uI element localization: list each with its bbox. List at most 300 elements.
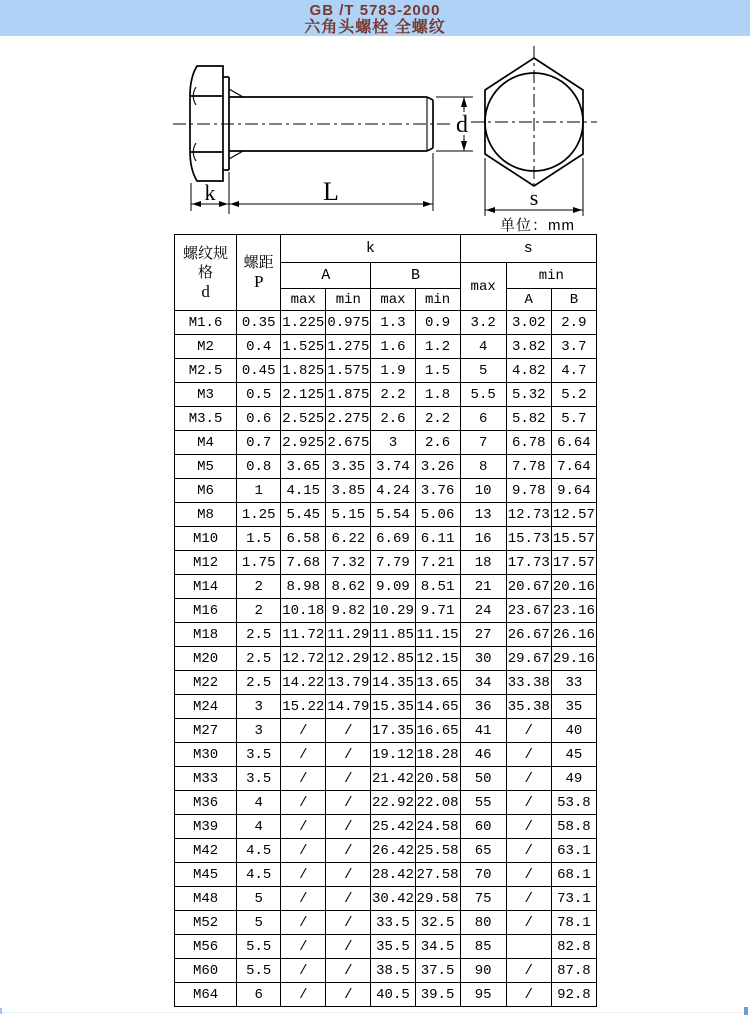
table-row xyxy=(175,887,597,911)
value-cell: 22.08 xyxy=(415,791,460,815)
thread-spec-cell: M52 xyxy=(175,911,237,935)
value-cell: / xyxy=(326,767,371,791)
value-cell: / xyxy=(326,815,371,839)
value-cell: / xyxy=(281,935,326,959)
value-cell: 11.15 xyxy=(415,623,460,647)
value-cell: 3.85 xyxy=(326,479,371,503)
value-cell: 4 xyxy=(237,815,281,839)
value-cell: / xyxy=(281,815,326,839)
value-cell: 29.16 xyxy=(551,647,596,671)
value-cell: / xyxy=(506,839,551,863)
value-cell: 1.75 xyxy=(237,551,281,575)
thread-spec-cell: M10 xyxy=(175,527,237,551)
dim-label-k: k xyxy=(204,180,216,205)
value-cell: 13.65 xyxy=(415,671,460,695)
value-cell: 3.2 xyxy=(460,311,506,335)
thread-spec-cell: M6 xyxy=(175,479,237,503)
scroll-corner-mark xyxy=(744,1007,748,1015)
header-pitch xyxy=(237,235,281,311)
value-cell: 1.2 xyxy=(415,335,460,359)
value-cell: 1.5 xyxy=(415,359,460,383)
value-cell: 17.35 xyxy=(371,719,415,743)
standard-number: GB /T 5783-2000 xyxy=(309,2,441,19)
value-cell: 1.3 xyxy=(371,311,415,335)
value-cell: 5 xyxy=(237,911,281,935)
header-spec-text: 螺纹规 xyxy=(183,244,229,262)
value-cell: 7.21 xyxy=(415,551,460,575)
thread-spec-cell: M16 xyxy=(175,599,237,623)
thread-spec-cell: M2.5 xyxy=(175,359,237,383)
thread-spec-cell: M24 xyxy=(175,695,237,719)
value-cell: 19.12 xyxy=(371,743,415,767)
value-cell: / xyxy=(281,719,326,743)
value-cell: / xyxy=(281,839,326,863)
value-cell: 35 xyxy=(551,695,596,719)
value-cell: 82.8 xyxy=(551,935,596,959)
table-row xyxy=(175,431,597,455)
table-row xyxy=(175,335,597,359)
table-row xyxy=(175,815,597,839)
value-cell: 9.82 xyxy=(326,599,371,623)
value-cell: 10.18 xyxy=(281,599,326,623)
value-cell: 7.79 xyxy=(371,551,415,575)
value-cell: 6 xyxy=(237,983,281,1007)
value-cell: 15.22 xyxy=(281,695,326,719)
value-cell: 5.82 xyxy=(506,407,551,431)
value-cell: 0.7 xyxy=(237,431,281,455)
value-cell: 6.22 xyxy=(326,527,371,551)
value-cell: 49 xyxy=(551,767,596,791)
dim-label-d: d xyxy=(456,112,468,138)
value-cell: 0.9 xyxy=(415,311,460,335)
value-cell: 73.1 xyxy=(551,887,596,911)
value-cell: 29.58 xyxy=(415,887,460,911)
value-cell: 3.7 xyxy=(551,335,596,359)
value-cell: 30 xyxy=(460,647,506,671)
value-cell: 27.58 xyxy=(415,863,460,887)
header-ka-min: min xyxy=(326,289,371,311)
value-cell: 0.6 xyxy=(237,407,281,431)
value-cell: 87.8 xyxy=(551,959,596,983)
thread-spec-cell: M27 xyxy=(175,719,237,743)
value-cell: / xyxy=(506,959,551,983)
value-cell: 26.67 xyxy=(506,623,551,647)
value-cell: / xyxy=(281,767,326,791)
value-cell: 14.65 xyxy=(415,695,460,719)
value-cell: 33 xyxy=(551,671,596,695)
value-cell: 2.9 xyxy=(551,311,596,335)
value-cell: / xyxy=(326,863,371,887)
value-cell: 2.6 xyxy=(371,407,415,431)
thread-spec-cell: M18 xyxy=(175,623,237,647)
value-cell: 1.5 xyxy=(237,527,281,551)
value-cell: 2.2 xyxy=(415,407,460,431)
value-cell: / xyxy=(506,815,551,839)
value-cell: 8.51 xyxy=(415,575,460,599)
table-row xyxy=(175,743,597,767)
header-spec-text2: 格 xyxy=(198,263,214,281)
value-cell: 18.28 xyxy=(415,743,460,767)
value-cell: 0.45 xyxy=(237,359,281,383)
table-row xyxy=(175,407,597,431)
value-cell: 12.73 xyxy=(506,503,551,527)
value-cell: 28.42 xyxy=(371,863,415,887)
value-cell: 2.925 xyxy=(281,431,326,455)
table-row xyxy=(175,791,597,815)
table-row xyxy=(175,359,597,383)
value-cell: / xyxy=(326,935,371,959)
value-cell: 26.16 xyxy=(551,623,596,647)
value-cell: 5.2 xyxy=(551,383,596,407)
value-cell: 3.65 xyxy=(281,455,326,479)
value-cell: 78.1 xyxy=(551,911,596,935)
value-cell: 3 xyxy=(237,695,281,719)
value-cell: 5.5 xyxy=(237,935,281,959)
value-cell: 1.875 xyxy=(326,383,371,407)
value-cell: / xyxy=(506,863,551,887)
value-cell: / xyxy=(281,863,326,887)
value-cell: / xyxy=(506,719,551,743)
value-cell: 4.15 xyxy=(281,479,326,503)
value-cell: 3.82 xyxy=(506,335,551,359)
value-cell: 0.35 xyxy=(237,311,281,335)
value-cell: 12.15 xyxy=(415,647,460,671)
value-cell: / xyxy=(281,791,326,815)
value-cell: 7.68 xyxy=(281,551,326,575)
unit-label: 单位：mm xyxy=(500,217,575,234)
value-cell: 6 xyxy=(460,407,506,431)
thread-spec-cell: M20 xyxy=(175,647,237,671)
value-cell: 14.79 xyxy=(326,695,371,719)
value-cell: 41 xyxy=(460,719,506,743)
header-pitch-text: 螺距 xyxy=(243,254,274,271)
value-cell: 33.5 xyxy=(371,911,415,935)
header-s-min: min xyxy=(506,263,596,289)
value-cell: 11.29 xyxy=(326,623,371,647)
thread-spec-cell: M8 xyxy=(175,503,237,527)
value-cell: 50 xyxy=(460,767,506,791)
value-cell: 95 xyxy=(460,983,506,1007)
value-cell: 25.42 xyxy=(371,815,415,839)
table-row xyxy=(175,503,597,527)
title-band xyxy=(0,0,750,36)
value-cell: 58.8 xyxy=(551,815,596,839)
value-cell: 7 xyxy=(460,431,506,455)
value-cell: 27 xyxy=(460,623,506,647)
value-cell: 3.35 xyxy=(326,455,371,479)
thread-spec-cell: M12 xyxy=(175,551,237,575)
value-cell: 55 xyxy=(460,791,506,815)
value-cell: 34 xyxy=(460,671,506,695)
header-k-b: B xyxy=(371,263,460,289)
dimension-table xyxy=(174,234,597,1007)
thread-spec-cell: M4 xyxy=(175,431,237,455)
value-cell: 5 xyxy=(460,359,506,383)
value-cell: 15.57 xyxy=(551,527,596,551)
table-row xyxy=(175,839,597,863)
value-cell: 4 xyxy=(460,335,506,359)
value-cell: / xyxy=(281,983,326,1007)
value-cell: 1.525 xyxy=(281,335,326,359)
dim-label-s: s xyxy=(529,185,539,210)
header-k: k xyxy=(281,235,460,263)
header-pitch-p: P xyxy=(253,272,264,291)
value-cell: 18 xyxy=(460,551,506,575)
value-cell: 38.5 xyxy=(371,959,415,983)
value-cell: 6.58 xyxy=(281,527,326,551)
value-cell: / xyxy=(326,983,371,1007)
value-cell: 9.71 xyxy=(415,599,460,623)
table-row xyxy=(175,647,597,671)
value-cell: 17.57 xyxy=(551,551,596,575)
value-cell: 1 xyxy=(237,479,281,503)
value-cell: 1.275 xyxy=(326,335,371,359)
value-cell: / xyxy=(506,911,551,935)
value-cell: 14.22 xyxy=(281,671,326,695)
thread-spec-cell: M22 xyxy=(175,671,237,695)
table-row xyxy=(175,695,597,719)
value-cell: 37.5 xyxy=(415,959,460,983)
value-cell: 2.525 xyxy=(281,407,326,431)
value-cell: 65 xyxy=(460,839,506,863)
thread-spec-cell: M60 xyxy=(175,959,237,983)
value-cell: 5.5 xyxy=(237,959,281,983)
value-cell: 9.64 xyxy=(551,479,596,503)
dim-label-L: L xyxy=(323,177,339,206)
value-cell: 2.5 xyxy=(237,647,281,671)
value-cell: 45 xyxy=(551,743,596,767)
value-cell: 20.67 xyxy=(506,575,551,599)
header-spec-d: d xyxy=(201,281,210,301)
value-cell: 9.78 xyxy=(506,479,551,503)
value-cell: 12.72 xyxy=(281,647,326,671)
value-cell: 13 xyxy=(460,503,506,527)
thread-spec-cell: M36 xyxy=(175,791,237,815)
value-cell: 2.125 xyxy=(281,383,326,407)
value-cell: 0.8 xyxy=(237,455,281,479)
value-cell: 26.42 xyxy=(371,839,415,863)
table-row xyxy=(175,863,597,887)
thread-spec-cell: M56 xyxy=(175,935,237,959)
value-cell: / xyxy=(326,743,371,767)
table-row xyxy=(175,575,597,599)
value-cell: 4.82 xyxy=(506,359,551,383)
value-cell: 3.02 xyxy=(506,311,551,335)
value-cell: 2.275 xyxy=(326,407,371,431)
thread-spec-cell: M3.5 xyxy=(175,407,237,431)
value-cell: 12.29 xyxy=(326,647,371,671)
value-cell: 7.78 xyxy=(506,455,551,479)
value-cell: 5.54 xyxy=(371,503,415,527)
value-cell: 17.73 xyxy=(506,551,551,575)
value-cell: / xyxy=(326,791,371,815)
thread-spec-cell: M33 xyxy=(175,767,237,791)
header-ka-max: max xyxy=(281,289,326,311)
table-row xyxy=(175,479,597,503)
value-cell: 46 xyxy=(460,743,506,767)
thread-spec-cell: M48 xyxy=(175,887,237,911)
table-row xyxy=(175,623,597,647)
value-cell: / xyxy=(281,743,326,767)
value-cell: 12.57 xyxy=(551,503,596,527)
value-cell: 29.67 xyxy=(506,647,551,671)
thread-spec-cell: M42 xyxy=(175,839,237,863)
value-cell: 35.38 xyxy=(506,695,551,719)
value-cell: 36 xyxy=(460,695,506,719)
value-cell: 20.58 xyxy=(415,767,460,791)
value-cell: 4.7 xyxy=(551,359,596,383)
header-kb-max: max xyxy=(371,289,415,311)
value-cell: 1.8 xyxy=(415,383,460,407)
value-cell: / xyxy=(326,911,371,935)
value-cell: / xyxy=(281,959,326,983)
header-thread-spec xyxy=(175,235,237,311)
value-cell: / xyxy=(281,911,326,935)
value-cell: 5.15 xyxy=(326,503,371,527)
value-cell: 3 xyxy=(371,431,415,455)
value-cell: / xyxy=(326,719,371,743)
value-cell: 21 xyxy=(460,575,506,599)
value-cell: 10.29 xyxy=(371,599,415,623)
value-cell: 32.5 xyxy=(415,911,460,935)
table-row xyxy=(175,383,597,407)
value-cell: 4 xyxy=(237,791,281,815)
value-cell: / xyxy=(326,959,371,983)
header-k-a: A xyxy=(281,263,371,289)
thread-spec-cell: M30 xyxy=(175,743,237,767)
table-row xyxy=(175,983,597,1007)
value-cell: 11.72 xyxy=(281,623,326,647)
value-cell: 12.85 xyxy=(371,647,415,671)
value-cell: 8.62 xyxy=(326,575,371,599)
value-cell: 14.35 xyxy=(371,671,415,695)
value-cell: 3.5 xyxy=(237,743,281,767)
table-row xyxy=(175,455,597,479)
value-cell: 3 xyxy=(237,719,281,743)
value-cell: 75 xyxy=(460,887,506,911)
value-cell: 3.74 xyxy=(371,455,415,479)
value-cell: / xyxy=(506,743,551,767)
value-cell: 1.9 xyxy=(371,359,415,383)
value-cell: 11.85 xyxy=(371,623,415,647)
value-cell: 40.5 xyxy=(371,983,415,1007)
thread-spec-cell: M39 xyxy=(175,815,237,839)
value-cell: 2 xyxy=(237,575,281,599)
table-row xyxy=(175,551,597,575)
table-row xyxy=(175,935,597,959)
value-cell: 2.5 xyxy=(237,671,281,695)
table-body xyxy=(175,311,597,1007)
thread-spec-cell: M14 xyxy=(175,575,237,599)
value-cell: / xyxy=(506,791,551,815)
value-cell: 34.5 xyxy=(415,935,460,959)
value-cell: / xyxy=(506,983,551,1007)
value-cell: 1.25 xyxy=(237,503,281,527)
value-cell: / xyxy=(326,887,371,911)
value-cell: 63.1 xyxy=(551,839,596,863)
table-row xyxy=(175,527,597,551)
value-cell: 0.4 xyxy=(237,335,281,359)
value-cell: 22.92 xyxy=(371,791,415,815)
value-cell: 7.64 xyxy=(551,455,596,479)
value-cell: 5.06 xyxy=(415,503,460,527)
value-cell: 68.1 xyxy=(551,863,596,887)
value-cell: 33.38 xyxy=(506,671,551,695)
table-row xyxy=(175,719,597,743)
value-cell: 53.8 xyxy=(551,791,596,815)
value-cell: 39.5 xyxy=(415,983,460,1007)
value-cell: 30.42 xyxy=(371,887,415,911)
value-cell: 80 xyxy=(460,911,506,935)
value-cell: 5 xyxy=(237,887,281,911)
value-cell: 10 xyxy=(460,479,506,503)
value-cell: 24 xyxy=(460,599,506,623)
value-cell: 5.7 xyxy=(551,407,596,431)
value-cell: 60 xyxy=(460,815,506,839)
bottom-hairline xyxy=(0,1012,750,1013)
value-cell: 3.26 xyxy=(415,455,460,479)
value-cell: 0.5 xyxy=(237,383,281,407)
value-cell: 1.825 xyxy=(281,359,326,383)
value-cell: 23.16 xyxy=(551,599,596,623)
thread-spec-cell: M2 xyxy=(175,335,237,359)
table-row xyxy=(175,311,597,335)
value-cell xyxy=(506,935,551,959)
value-cell: 5.45 xyxy=(281,503,326,527)
value-cell: 2.6 xyxy=(415,431,460,455)
value-cell: 8.98 xyxy=(281,575,326,599)
thread-spec-cell: M3 xyxy=(175,383,237,407)
value-cell: 4.5 xyxy=(237,863,281,887)
value-cell: 2.675 xyxy=(326,431,371,455)
value-cell: 16 xyxy=(460,527,506,551)
bolt-technical-drawing xyxy=(0,36,750,236)
value-cell: 21.42 xyxy=(371,767,415,791)
value-cell: / xyxy=(326,839,371,863)
value-cell: 8 xyxy=(460,455,506,479)
value-cell: 5.5 xyxy=(460,383,506,407)
value-cell: 15.73 xyxy=(506,527,551,551)
corner-mark xyxy=(0,1008,2,1014)
value-cell: 3.76 xyxy=(415,479,460,503)
value-cell: 20.16 xyxy=(551,575,596,599)
value-cell: 70 xyxy=(460,863,506,887)
thread-spec-cell: M1.6 xyxy=(175,311,237,335)
header-smin-b: B xyxy=(551,289,596,311)
value-cell: 6.78 xyxy=(506,431,551,455)
value-cell: 13.79 xyxy=(326,671,371,695)
table-row xyxy=(175,767,597,791)
thread-spec-cell: M45 xyxy=(175,863,237,887)
thread-spec-cell: M5 xyxy=(175,455,237,479)
header-s-max: max xyxy=(460,263,506,311)
value-cell: 1.6 xyxy=(371,335,415,359)
value-cell: 2.5 xyxy=(237,623,281,647)
value-cell: 5.32 xyxy=(506,383,551,407)
header-smin-a: A xyxy=(506,289,551,311)
table-row xyxy=(175,959,597,983)
table-row xyxy=(175,671,597,695)
value-cell: 85 xyxy=(460,935,506,959)
value-cell: 25.58 xyxy=(415,839,460,863)
value-cell: 4.5 xyxy=(237,839,281,863)
value-cell: 6.11 xyxy=(415,527,460,551)
value-cell: 0.975 xyxy=(326,311,371,335)
table-row xyxy=(175,599,597,623)
value-cell: 23.67 xyxy=(506,599,551,623)
value-cell: 2 xyxy=(237,599,281,623)
value-cell: 6.69 xyxy=(371,527,415,551)
